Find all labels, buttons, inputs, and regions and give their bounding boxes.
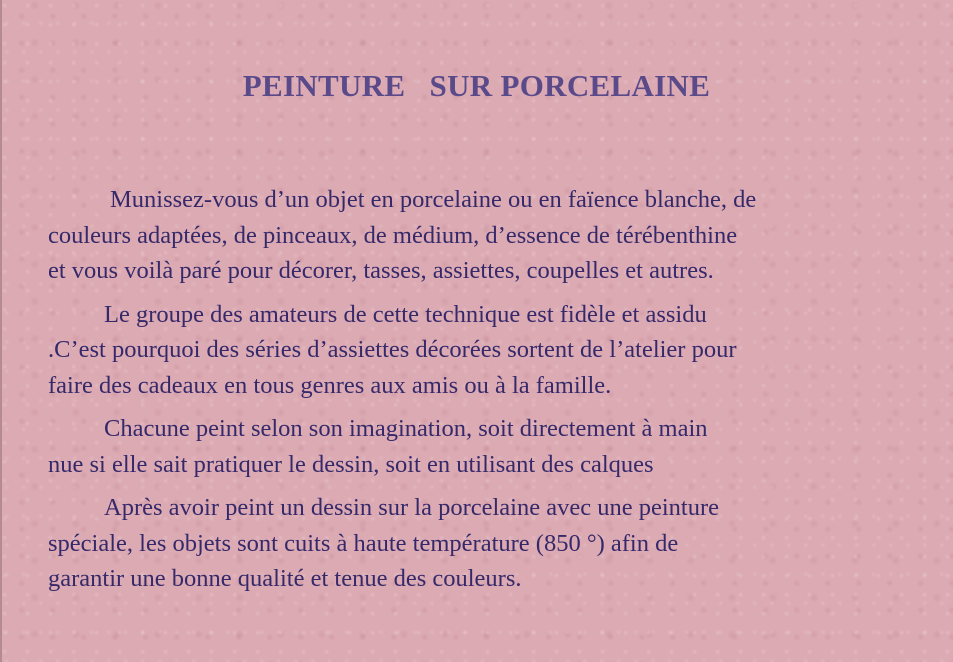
text-line: spéciale, les objets sont cuits à haute température (850 °) afin de [48, 529, 679, 557]
text-line: Chacune peint selon son imagination, soit directement à main [104, 415, 708, 442]
text-line: et vous voilà paré pour décorer, tasses, assiettes, coupelles et autres. [48, 257, 714, 284]
article-body [48, 182, 928, 605]
page-title: PEINTURE SUR PORCELAINE [242, 68, 711, 103]
paragraph-materials [48, 182, 928, 289]
paragraph-imagination [48, 411, 928, 482]
text-line: faire des cadeaux en tous genres aux amis ou à la famille. [48, 371, 612, 399]
text-line: couleurs adaptées, de pinceaux, de médium, d’essence de térébenthine [48, 221, 738, 249]
paragraph-group [48, 297, 928, 404]
paragraph-firing [48, 490, 928, 597]
text-line: .C’est pourquoi des séries d’assiettes décorées sortent de l’atelier pour [48, 336, 737, 363]
text-line: garantir une bonne qualité et tenue des couleurs. [48, 565, 522, 592]
text-line: Le groupe des amateurs de cette technique est fidèle et assidu [104, 300, 707, 328]
text-line: Munissez-vous d’un objet en porcelaine ou en faïence blanche, de [110, 186, 757, 213]
text-line: nue si elle sait pratiquer le dessin, soit en utilisant des calques [48, 450, 654, 478]
text-line: Après avoir peint un dessin sur la porcelaine avec une peinture [104, 494, 720, 521]
